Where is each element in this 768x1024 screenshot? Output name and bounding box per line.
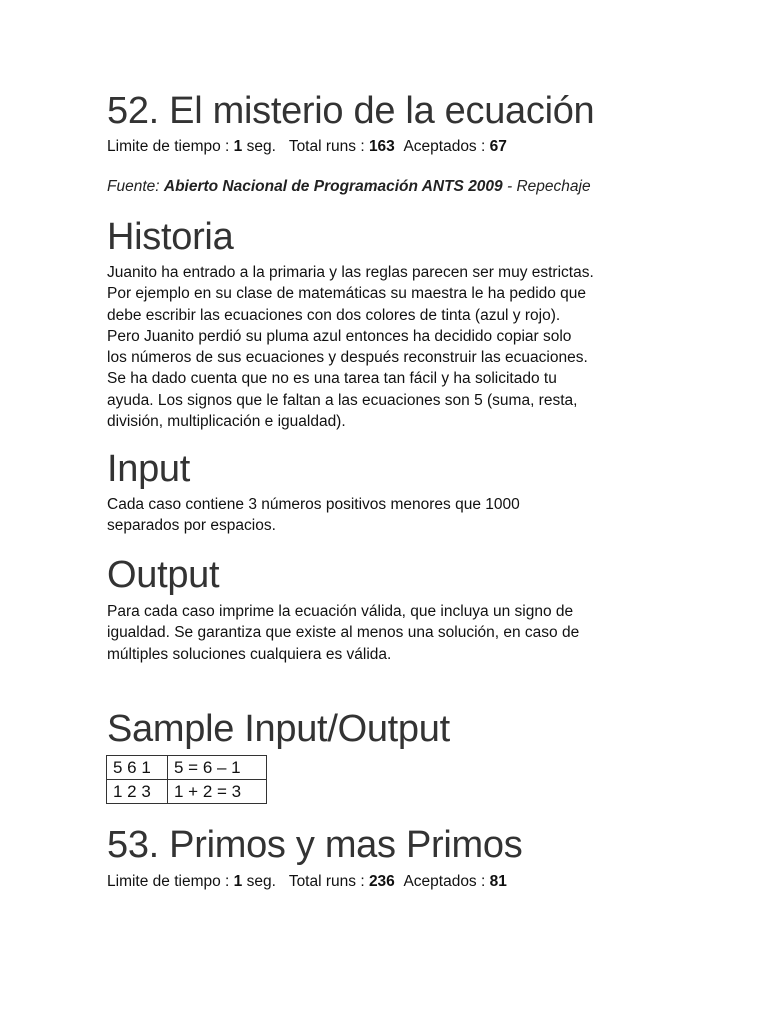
output-line: Para cada caso imprime la ecuación válida, que incluya un signo de <box>107 603 574 620</box>
historia-line: Pero Juanito perdió su pluma azul entonces ha decidido copiar solo <box>107 327 572 345</box>
time-limit-value: 1 <box>233 138 243 155</box>
historia-line: división, multiplicación e igualdad). <box>107 413 346 431</box>
historia-line: Se ha dado cuenta que no es una tarea tan fácil y ha solicitado tu <box>107 370 557 388</box>
time-limit-label: Limite de tiempo : <box>107 873 234 890</box>
problem-52-meta <box>107 138 507 156</box>
sample-table <box>106 755 267 804</box>
time-limit-value: 1 <box>233 873 243 890</box>
source-name: Abierto Nacional de Programación ANTS 2009 <box>163 178 503 195</box>
historia-line: Juanito ha entrado a la primaria y las reglas parecen ser muy estrictas. <box>107 264 594 281</box>
sample-output-cell: 5 = 6 – 1 <box>168 756 267 780</box>
output-line: múltiples soluciones cualquiera es válida. <box>107 645 392 663</box>
problem-52-source <box>107 178 591 196</box>
total-runs-value: 236 <box>368 873 395 890</box>
historia-line: Por ejemplo en su clase de matemáticas su maestra le ha pedido que <box>107 285 587 303</box>
input-line: separados por espacios. <box>107 517 276 535</box>
output-paragraph <box>107 601 579 665</box>
time-limit-label: Limite de tiempo : <box>107 138 234 155</box>
source-label: Fuente: <box>107 178 164 195</box>
problem-53-meta <box>107 873 507 891</box>
historia-line: ayuda. Los signos que le faltan a las ecuaciones son 5 (suma, resta, <box>107 391 578 409</box>
historia-heading: Historia <box>107 216 234 258</box>
output-heading: Output <box>107 554 220 596</box>
problem-53-title: 53. Primos y mas Primos <box>107 824 523 866</box>
accepted-label: Aceptados : <box>403 138 490 155</box>
accepted-label: Aceptados : <box>403 873 490 890</box>
source-suffix: - Repechaje <box>502 178 591 195</box>
historia-paragraph <box>107 262 594 432</box>
time-limit-unit: seg. <box>242 873 276 890</box>
total-runs-value: 163 <box>368 138 395 155</box>
input-line: Cada caso contiene 3 números positivos menores que 1000 <box>107 496 520 513</box>
sample-input-cell: 1 2 3 <box>107 780 168 804</box>
total-runs-label: Total runs : <box>288 138 369 155</box>
sample-input-cell: 5 6 1 <box>107 756 168 780</box>
input-heading: Input <box>107 448 191 490</box>
accepted-value: 81 <box>489 873 507 890</box>
sample-heading: Sample Input/Output <box>107 708 450 750</box>
sample-output-cell: 1 + 2 = 3 <box>168 780 267 804</box>
historia-line: los números de sus ecuaciones y después reconstruir las ecuaciones. <box>107 349 588 367</box>
time-limit-unit: seg. <box>242 138 276 155</box>
input-paragraph <box>107 494 520 537</box>
output-line: igualdad. Se garantiza que existe al menos una solución, en caso de <box>107 624 580 642</box>
accepted-value: 67 <box>489 138 507 155</box>
table-row <box>107 756 267 780</box>
table-row <box>107 780 267 804</box>
problem-52-title: 52. El misterio de la ecuación <box>107 90 595 132</box>
total-runs-label: Total runs : <box>288 873 369 890</box>
historia-line: debe escribir las ecuaciones con dos colores de tinta (azul y rojo). <box>107 306 561 324</box>
